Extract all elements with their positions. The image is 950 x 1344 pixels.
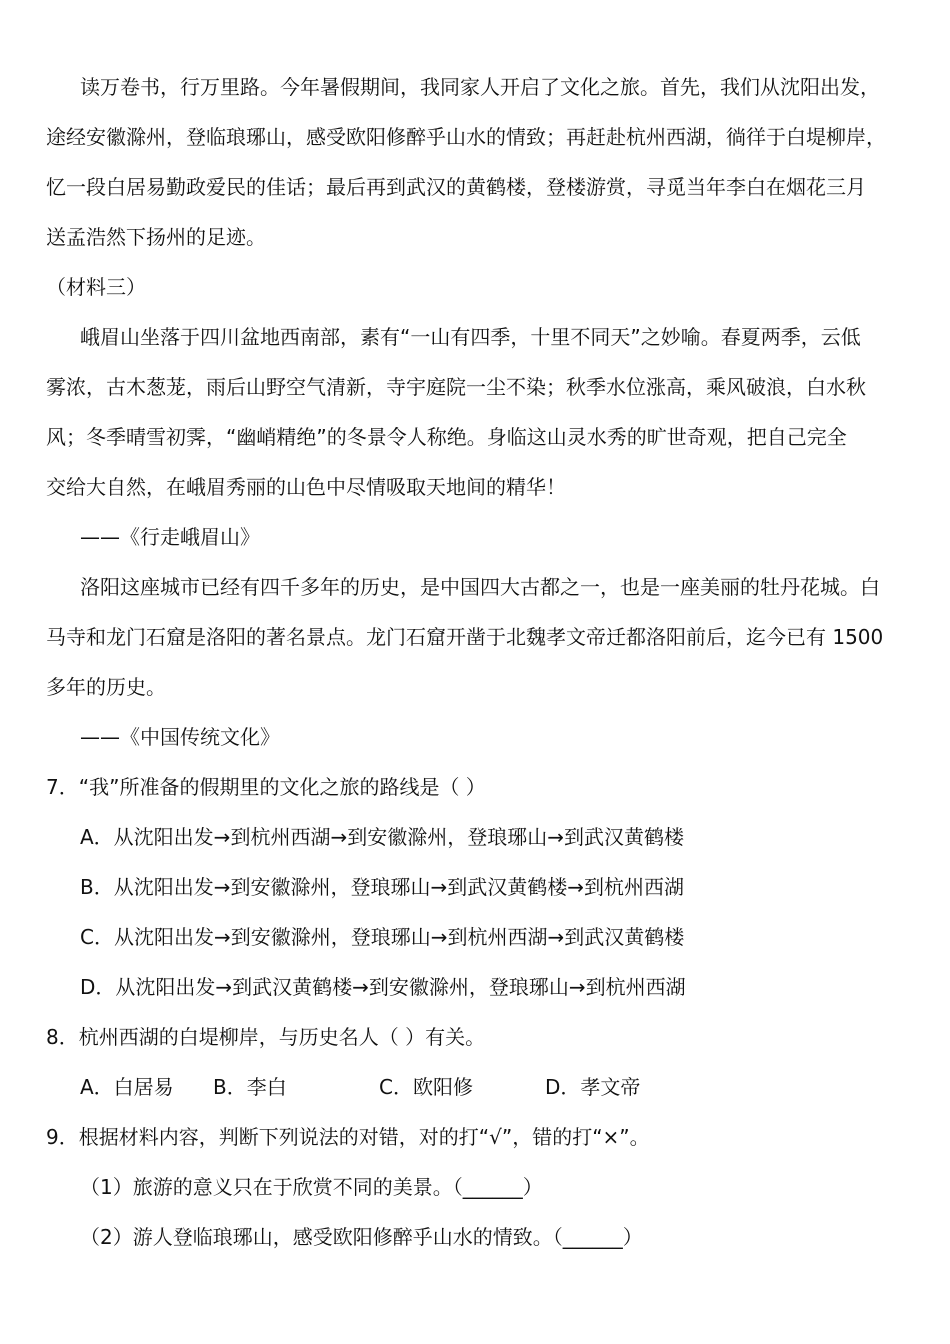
question-8-option-c[interactable]: C．欧阳修 — [379, 1075, 473, 1099]
emei-line-4: 交给大自然，在峨眉秀丽的山色中尽情吸取天地间的精华！ — [46, 475, 566, 499]
question-8-option-a[interactable]: A．白居易 — [80, 1075, 174, 1099]
question-7-option-a[interactable]: A．从沈阳出发→到杭州西湖→到安徽滁州，登琅琊山→到武汉黄鹤楼 — [80, 825, 684, 849]
luoyang-line-3: 多年的历史。 — [46, 675, 166, 699]
question-8-options — [80, 1072, 640, 1102]
question-7-stem: 7．“我”所准备的假期里的文化之旅的路线是（ ） — [46, 775, 486, 799]
material-three-heading: （材料三） — [46, 275, 146, 299]
emei-line-2: 雾浓，古木葱茏，雨后山野空气清新，寺宇庭院一尘不染；秋季水位涨高，乘风破浪，白水秋 — [46, 375, 866, 399]
question-8-stem: 8．杭州西湖的白堤柳岸，与历史名人（ ）有关。 — [46, 1025, 486, 1049]
question-7-option-d[interactable]: D．从沈阳出发→到武汉黄鹤楼→到安徽滁州，登琅琊山→到杭州西湖 — [80, 975, 686, 999]
question-8-option-d[interactable]: D．孝文帝 — [545, 1075, 641, 1099]
material-two-line-2: 途经安徽滁州，登临琅琊山，感受欧阳修醉乎山水的情致；再赶赴杭州西湖，徜徉于白堤柳岸， — [46, 125, 886, 149]
emei-line-3: 风；冬季晴雪初霁，“幽峭精绝”的冬景令人称绝。身临这山灵水秀的旷世奇观，把自己完全 — [46, 425, 847, 449]
material-two-line-1: 读万卷书，行万里路。今年暑假期间，我同家人开启了文化之旅。首先，我们从沈阳出发， — [80, 75, 880, 99]
emei-line-1: 峨眉山坐落于四川盆地西南部，素有“一山有四季，十里不同天”之妙喻。春夏两季，云低 — [80, 325, 861, 349]
luoyang-line-2: 马寺和龙门石窟是洛阳的著名景点。龙门石窟开凿于北魏孝文帝迁都洛阳前后，迄今已有 1500 — [46, 625, 884, 649]
emei-source: ——《行走峨眉山》 — [80, 525, 260, 549]
luoyang-line-1: 洛阳这座城市已经有四千多年的历史，是中国四大古都之一，也是一座美丽的牡丹花城。白 — [80, 575, 880, 599]
question-8-option-b[interactable]: B．李白 — [213, 1075, 287, 1099]
material-two-line-4: 送孟浩然下扬州的足迹。 — [46, 225, 266, 249]
luoyang-source: ——《中国传统文化》 — [80, 725, 280, 749]
question-7-option-c[interactable]: C．从沈阳出发→到安徽滁州，登琅琊山→到杭州西湖→到武汉黄鹤楼 — [80, 925, 685, 949]
question-9-item-2[interactable]: （2）游人登临琅琊山，感受欧阳修醉乎山水的情致。（______） — [80, 1225, 643, 1249]
question-9-item-1[interactable]: （1）旅游的意义只在于欣赏不同的美景。（______） — [80, 1175, 543, 1199]
question-9-stem: 9．根据材料内容，判断下列说法的对错，对的打“√”，错的打“×”。 — [46, 1125, 650, 1149]
material-two-line-3: 忆一段白居易勤政爱民的佳话；最后再到武汉的黄鹤楼，登楼游赏，寻觅当年李白在烟花三月 — [46, 175, 866, 199]
question-7-option-b[interactable]: B．从沈阳出发→到安徽滁州，登琅琊山→到武汉黄鹤楼→到杭州西湖 — [80, 875, 684, 899]
